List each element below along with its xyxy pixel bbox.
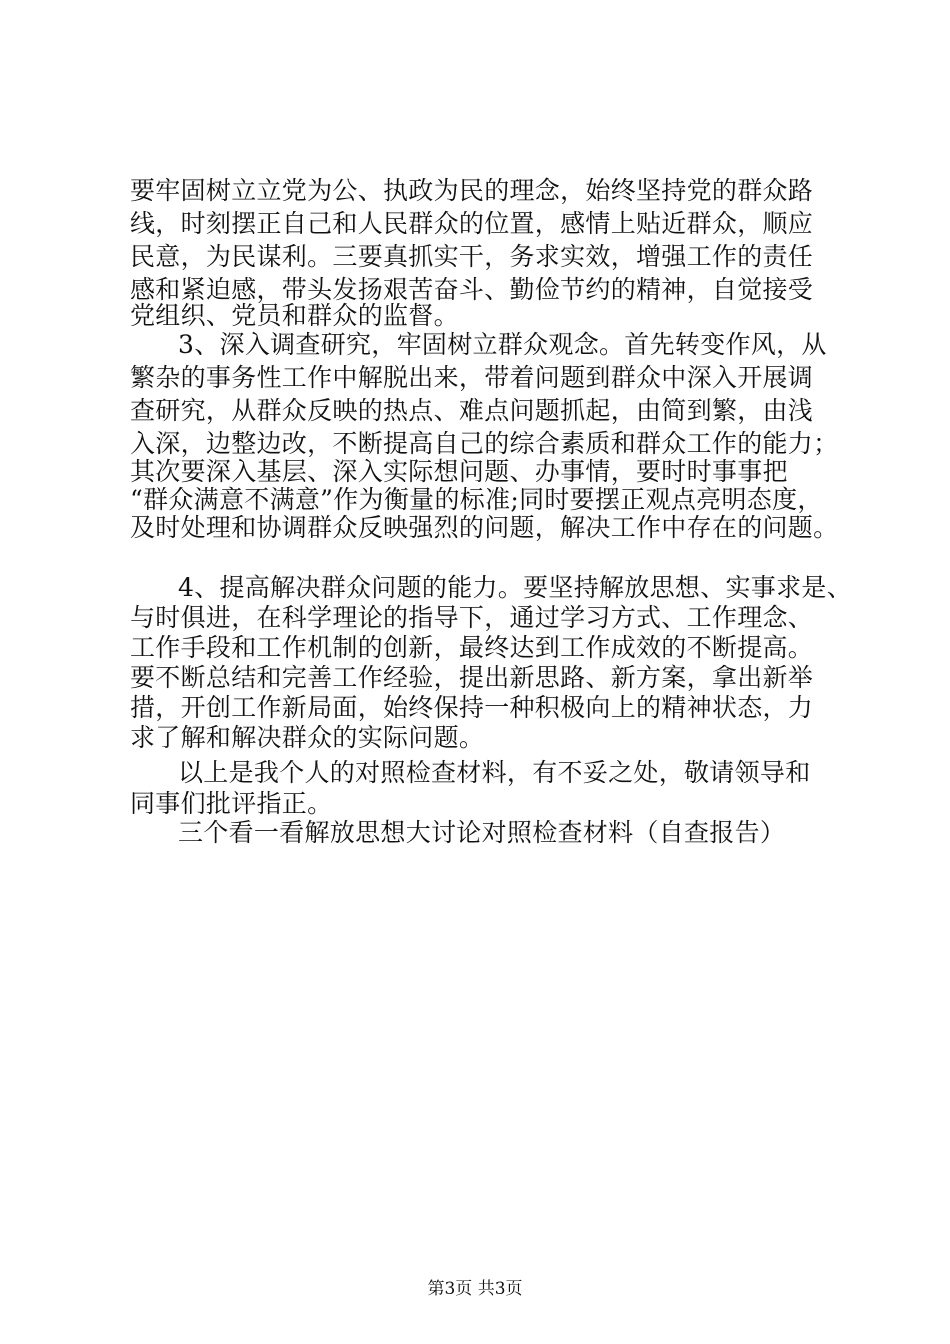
text-line: 求了解和解决群众的实际问题。 [130,723,485,752]
text-line: 要牢固树立立党为公、执政为民的理念，始终坚持党的群众路 [130,176,814,205]
text-line: 党组织、党员和群众的监督。 [130,301,459,330]
text-line: 入深，边整边改，不断提高自己的综合素质和群众工作的能力； [130,429,839,458]
text-line: 同事们批评指正。 [130,789,333,818]
text-line: 要不断总结和完善工作经验，提出新思路、新方案，拿出新举 [130,663,814,692]
text-line: 民意，为民谋利。三要真抓实干，务求实效，增强工作的责任 [130,242,814,271]
text-line: 措，开创工作新局面，始终保持一种积极向上的精神状态，力 [130,693,814,722]
text-line: 工作手段和工作机制的创新，最终达到工作成效的不断提高。 [130,633,814,662]
page-footer: 第3页 共3页 [427,1279,523,1299]
text-line: 4、提高解决群众问题的能力。要坚持解放思想、实事求是、 [178,573,853,602]
text-line: “群众满意不满意”作为衡量的标准;同时要摆正观点亮明态度， [130,485,823,514]
text-line: 线，时刻摆正自己和人民群众的位置，感情上贴近群众，顺应 [130,209,814,238]
text-line: 以上是我个人的对照检查材料，有不妥之处，敬请领导和 [178,758,811,787]
text-line: 与时俱进，在科学理论的指导下，通过学习方式、工作理念、 [130,603,814,632]
text-line: 感和紧迫感，带头发扬艰苦奋斗、勤俭节约的精神，自觉接受 [130,275,814,304]
text-line: 其次要深入基层、深入实际想问题、办事情，要时时事事把 [130,457,788,486]
text-line: 3、深入调查研究，牢固树立群众观念。首先转变作风，从 [178,330,827,359]
text-line: 查研究，从群众反映的热点、难点问题抓起，由简到繁，由浅 [130,396,814,425]
text-line: 繁杂的事务性工作中解脱出来，带着问题到群众中深入开展调 [130,363,814,392]
text-line: 三个看一看解放思想大讨论对照检查材料（自查报告） [178,818,786,847]
text-line: 及时处理和协调群众反映强烈的问题，解决工作中存在的问题。 [130,513,839,542]
